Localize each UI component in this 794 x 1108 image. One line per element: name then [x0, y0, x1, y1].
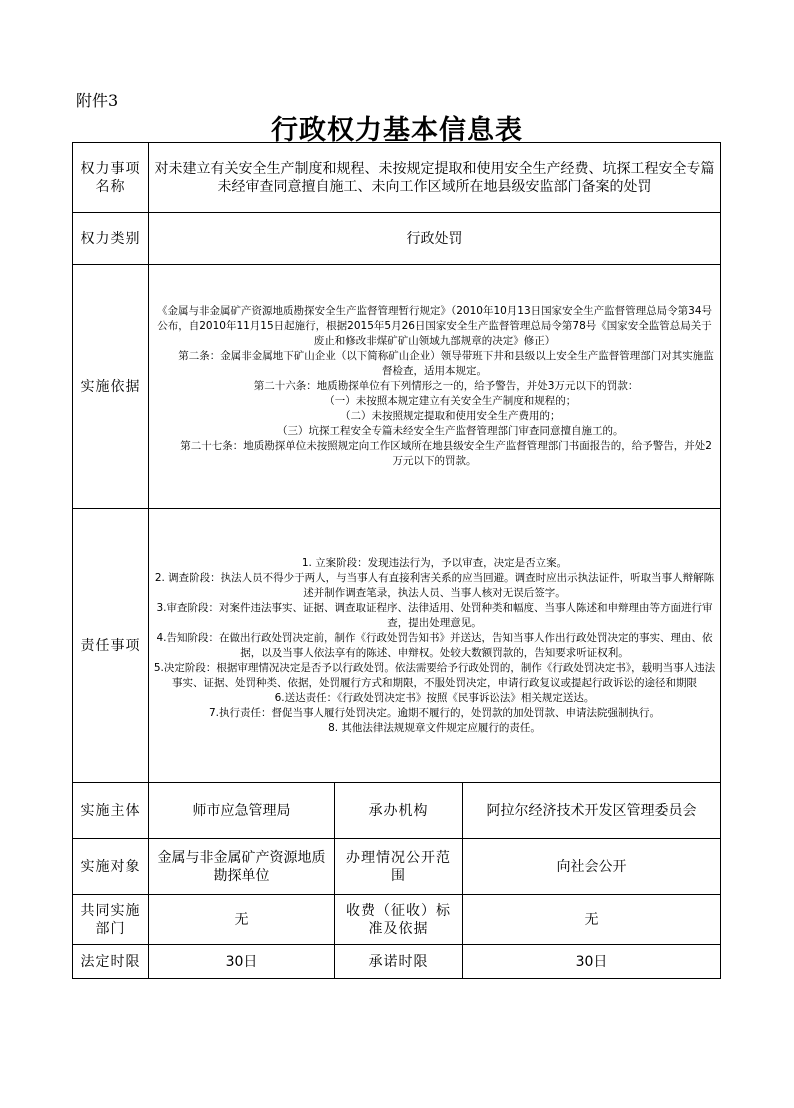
label-target: 实施对象 [73, 839, 149, 895]
label-power-name: 权力事项名称 [73, 143, 149, 213]
duty-line: 3.审查阶段：对案件违法事实、证据、调查取证程序、法律适用、处罚种类和幅度、当事人陈述和申辩理由等方面进行审查，提出处理意见。 [156, 601, 713, 629]
duty-line: 5.决定阶段：根据审理情况决定是否予以行政处罚。依法需要给予行政处罚的，制作《行政处罚决定书》，载明当事人违法事实、证据、处罚种类、依据，处罚履行方式和期限，不服处罚决定，申请行政复议或提起行政诉讼的途径和期限 [153, 661, 716, 689]
info-table [72, 142, 721, 979]
value-target: 金属与非金属矿产资源地质勘探单位 [149, 839, 335, 895]
row-subject [73, 783, 721, 839]
label-promised-limit: 承诺时限 [335, 945, 463, 979]
value-power-name: 对未建立有关安全生产制度和规程、未按规定提取和使用安全生产经费、坑探工程安全专篇未经审查同意擅自施工、未向工作区域所在地县级安监部门备案的处罚 [149, 143, 721, 213]
duty-line: 6.送达责任：《行政处罚决定书》按照《民事诉讼法》相关规定送达。 [274, 691, 595, 704]
row-joint [73, 895, 721, 945]
duty-line: 4.告知阶段：在做出行政处罚决定前，制作《行政处罚告知书》并送达，告知当事人作出行政处罚决定的事实、理由、依据，以及当事人依法享有的陈述、申辩权。处较大数额罚款的，告知要求听证权利。 [156, 631, 713, 659]
row-time-limit [73, 945, 721, 979]
label-joint: 共同实施部门 [73, 895, 149, 945]
basis-line: （三）坑探工程安全专篇未经安全生产监督管理部门审查同意擅自施工的。 [277, 425, 624, 437]
row-power-type [73, 213, 721, 265]
basis-line: （一）未按照本规定建立有关安全生产制度和规程的； [324, 395, 577, 407]
row-basis [73, 265, 721, 509]
duty-line: 7.执行责任：督促当事人履行处罚决定。逾期不履行的，处罚款的加处罚款、申请法院强制执行。 [208, 706, 661, 719]
row-target [73, 839, 721, 895]
basis-line: 第二十七条：地质勘探单位未按照规定向工作区域所在地县级安全生产监督管理部门书面报告的，给予警告，并处2万元以下的罚款。 [180, 440, 712, 467]
value-duty [149, 509, 721, 783]
basis-line: 《金属与非金属矿产资源地质勘探安全生产监督管理暂行规定》（2010年10月13日国家安全生产监督管理总局令第34号公布，自2010年11月15日起施行，根据2015年5月26日国家安全生产监督管理总局令第78号《国家安全监管总局关于废止和修改非煤矿矿山领域九部规章的决定》修正） [156, 305, 713, 347]
label-basis: 实施依据 [73, 265, 149, 509]
duty-line: 8. 其他法律法规规章文件规定应履行的责任。 [328, 721, 541, 734]
page-title: 行政权力基本信息表 [271, 115, 523, 146]
attachment-label: 附件3 [76, 91, 119, 110]
row-duty [73, 509, 721, 783]
basis-line: 第二十六条：地质勘探单位有下列情形之一的，给予警告，并处3万元以下的罚款： [253, 380, 639, 392]
basis-line: （二）未按照规定提取和使用安全生产费用的； [340, 410, 561, 422]
label-legal-limit: 法定时限 [73, 945, 149, 979]
label-disclosure: 办理情况公开范围 [335, 839, 463, 895]
duty-line: 1. 立案阶段：发现违法行为，予以审查，决定是否立案。 [301, 556, 568, 569]
value-power-type: 行政处罚 [149, 213, 721, 265]
value-promised-limit: 30日 [463, 945, 721, 979]
duty-line: 2. 调查阶段：执法人员不得少于两人，与当事人有直接利害关系的应当回避。调查时应出示执法证件，听取当事人辩解陈述并制作调查笔录，执法人员、当事人核对无误后签字。 [154, 571, 715, 599]
label-handler: 承办机构 [335, 783, 463, 839]
label-duty: 责任事项 [73, 509, 149, 783]
value-fee: 无 [463, 895, 721, 945]
value-legal-limit: 30日 [149, 945, 335, 979]
value-subject: 师市应急管理局 [149, 783, 335, 839]
value-joint: 无 [149, 895, 335, 945]
value-basis [149, 265, 721, 509]
label-power-type: 权力类别 [73, 213, 149, 265]
basis-line: 第二条：金属非金属地下矿山企业（以下简称矿山企业）领导带班下井和县级以上安全生产监督管理部门对其实施监督检查，适用本规定。 [178, 350, 714, 377]
value-disclosure: 向社会公开 [463, 839, 721, 895]
label-fee: 收费（征收）标准及依据 [335, 895, 463, 945]
label-subject: 实施主体 [73, 783, 149, 839]
row-power-name [73, 143, 721, 213]
value-handler: 阿拉尔经济技术开发区管理委员会 [463, 783, 721, 839]
